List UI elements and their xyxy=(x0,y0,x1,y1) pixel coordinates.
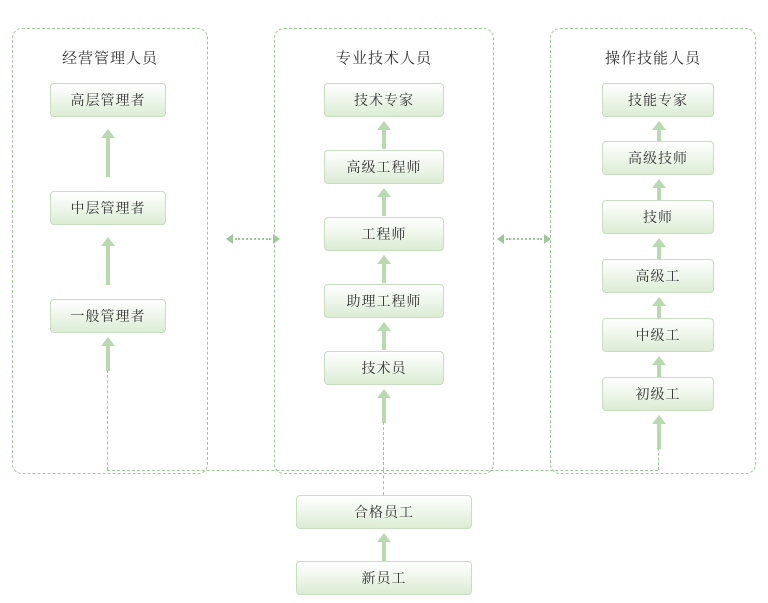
arrow-skills-3-to-2 xyxy=(652,238,666,259)
node-base-new-employee[interactable]: 新员工 xyxy=(296,561,472,595)
node-skills-5[interactable]: 初级工 xyxy=(602,377,714,411)
node-skills-0[interactable]: 技能专家 xyxy=(602,83,714,117)
bus-branch-skills xyxy=(658,448,659,470)
arrow-skills-5-to-4 xyxy=(652,356,666,377)
node-technical-4[interactable]: 技术员 xyxy=(324,351,444,385)
arrow-technical-3-to-2 xyxy=(377,255,391,283)
arrow-skills-4-to-3 xyxy=(652,297,666,318)
arrow-technical-2-to-1 xyxy=(377,188,391,216)
lateral-arrow-technical-skills xyxy=(497,234,551,244)
node-skills-3[interactable]: 高级工 xyxy=(602,259,714,293)
arrow-into-skills xyxy=(652,415,666,449)
bus-branch-technical xyxy=(383,422,384,470)
bus-branch-management xyxy=(107,370,108,470)
node-technical-0[interactable]: 技术专家 xyxy=(324,83,444,117)
column-title-skills: 操作技能人员 xyxy=(604,50,701,67)
node-skills-4[interactable]: 中级工 xyxy=(602,318,714,352)
arrow-technical-4-to-3 xyxy=(377,322,391,350)
node-management-2[interactable]: 一般管理者 xyxy=(50,299,166,333)
arrow-skills-2-to-1 xyxy=(652,179,666,200)
column-title-management: 经营管理人员 xyxy=(61,50,158,67)
arrow-management-2-to-1 xyxy=(101,237,115,285)
arrow-into-technical xyxy=(377,389,391,423)
node-base-qualified-employee[interactable]: 合格员工 xyxy=(296,495,472,529)
node-management-0[interactable]: 高层管理者 xyxy=(50,83,166,117)
arrow-technical-1-to-0 xyxy=(377,121,391,149)
arrow-new-to-qualified xyxy=(377,533,391,561)
node-skills-2[interactable]: 技师 xyxy=(602,200,714,234)
column-title-technical: 专业技术人员 xyxy=(335,50,432,67)
arrow-management-1-to-0 xyxy=(101,129,115,177)
node-technical-3[interactable]: 助理工程师 xyxy=(324,284,444,318)
node-technical-2[interactable]: 工程师 xyxy=(324,217,444,251)
bus-stem-to-base xyxy=(383,470,384,495)
arrow-into-management xyxy=(101,337,115,371)
node-management-1[interactable]: 中层管理者 xyxy=(50,191,166,225)
node-technical-1[interactable]: 高级工程师 xyxy=(324,150,444,184)
lateral-arrow-management-technical xyxy=(226,234,280,244)
node-skills-1[interactable]: 高级技师 xyxy=(602,141,714,175)
